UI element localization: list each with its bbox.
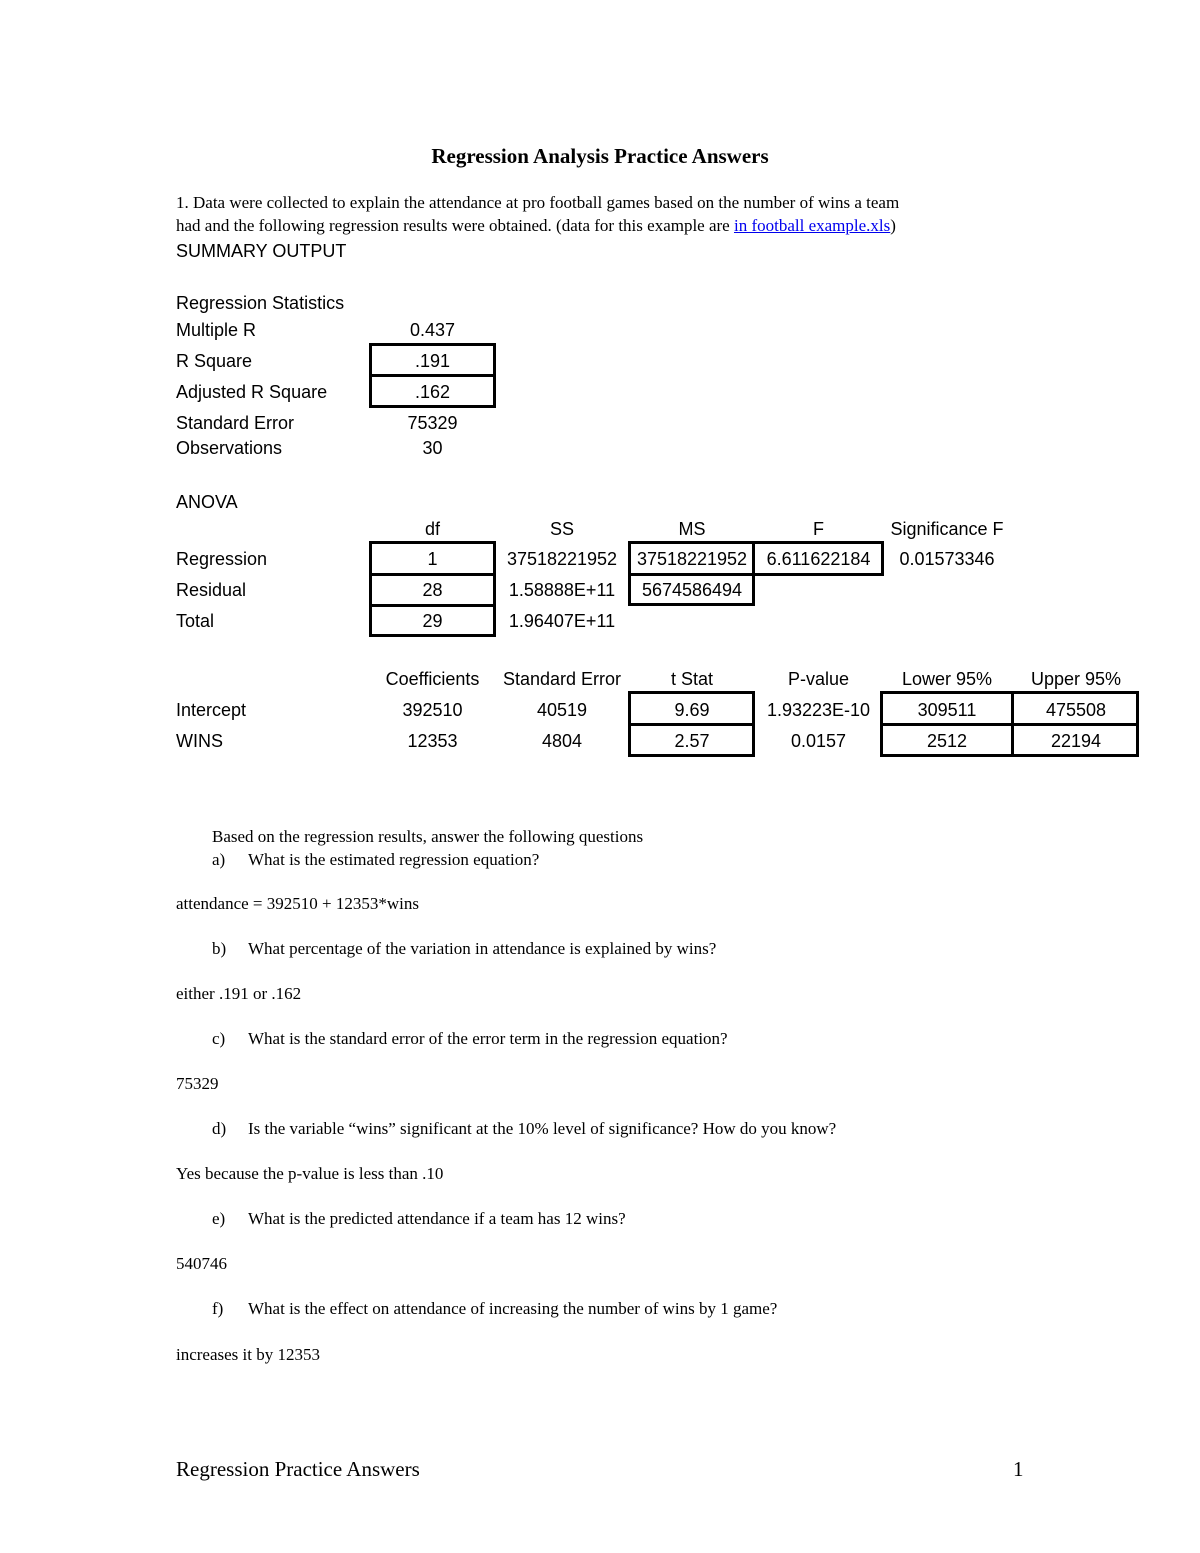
confidence-interval-row-divider <box>880 723 1139 726</box>
coef-col-lower-95: Lower 95% <box>901 669 993 689</box>
anova-total-df: 29 <box>422 611 443 631</box>
anova-row-label-residual: Residual <box>176 580 247 600</box>
anova-col-significance-f: Significance F <box>890 519 1004 539</box>
answer-e: 540746 <box>176 1254 227 1273</box>
wins-standard-error: 4804 <box>541 731 583 751</box>
intercept-standard-error: 40519 <box>536 700 588 720</box>
stat-value-observations: 30 <box>422 438 443 458</box>
question-b-text: What percentage of the variation in attendance is explained by wins? <box>248 939 717 958</box>
coef-row-label-intercept: Intercept <box>176 700 247 720</box>
intro-line-1: 1. Data were collected to explain the attendance at pro football games based on the number of wins a team <box>176 193 900 212</box>
page-number: 1 <box>1013 1457 1024 1481</box>
anova-col-ms: MS <box>678 519 706 539</box>
anova-residual-ss: 1.58888E+11 <box>508 580 616 600</box>
question-d-letter: d) <box>212 1119 227 1138</box>
intercept-p-value: 1.93223E-10 <box>766 700 871 720</box>
intercept-coefficient: 392510 <box>402 700 463 720</box>
intercept-lower-95: 309511 <box>917 700 977 720</box>
answer-a: attendance = 392510 + 12353*wins <box>176 894 419 913</box>
anova-col-ss: SS <box>549 519 574 539</box>
anova-regression-df: 1 <box>427 549 438 569</box>
coef-row-label-wins: WINS <box>176 731 223 751</box>
anova-regression-ms: 37518221952 <box>636 549 748 569</box>
stat-label-observations: Observations <box>176 438 283 458</box>
stat-label-multiple-r: Multiple R <box>176 320 257 340</box>
coef-col-upper-95: Upper 95% <box>1030 669 1122 689</box>
question-f-text: What is the effect on attendance of increasing the number of wins by 1 game? <box>248 1299 778 1318</box>
question-e-letter: e) <box>212 1209 226 1228</box>
regression-statistics-heading: Regression Statistics <box>176 293 345 313</box>
anova-ms-divider <box>628 573 755 576</box>
anova-residual-df: 28 <box>422 580 443 600</box>
wins-lower-95: 2512 <box>926 731 968 751</box>
footer-title: Regression Practice Answers <box>176 1457 420 1481</box>
coef-col-t-stat: t Stat <box>670 669 714 689</box>
stat-label-standard-error: Standard Error <box>176 413 295 433</box>
stat-label-r-square: R Square <box>176 351 253 371</box>
intro-line-2 <box>176 214 896 237</box>
anova-residual-ms: 5674586494 <box>641 580 743 600</box>
anova-total-ss: 1.96407E+11 <box>508 611 616 631</box>
wins-upper-95: 22194 <box>1050 731 1102 751</box>
anova-heading: ANOVA <box>176 492 238 512</box>
t-stat-divider <box>628 723 755 726</box>
anova-row-label-regression: Regression <box>176 549 268 569</box>
stat-value-r-square: .191 <box>414 351 451 371</box>
intercept-upper-95: 475508 <box>1045 700 1107 720</box>
wins-coefficient: 12353 <box>407 731 458 751</box>
intercept-t-stat: 9.69 <box>674 700 710 720</box>
question-c-letter: c) <box>212 1029 226 1048</box>
document-title: Regression Analysis Practice Answers <box>431 144 769 168</box>
answer-d: Yes because the p-value is less than .10 <box>176 1164 444 1183</box>
anova-regression-f: 6.611622184 <box>766 549 871 569</box>
anova-col-df: df <box>424 519 440 539</box>
stat-value-multiple-r: 0.437 <box>409 320 456 340</box>
answer-f: increases it by 12353 <box>176 1345 320 1364</box>
question-a-text: What is the estimated regression equation? <box>248 850 540 869</box>
question-f-letter: f) <box>212 1299 224 1318</box>
questions-intro: Based on the regression results, answer the following questions <box>212 827 644 846</box>
question-c-text: What is the standard error of the error term in the regression equation? <box>248 1029 728 1048</box>
summary-output-heading: SUMMARY OUTPUT <box>176 241 347 261</box>
anova-df-divider <box>369 604 496 607</box>
stat-value-standard-error: 75329 <box>407 413 458 433</box>
anova-regression-significance-f: 0.01573346 <box>899 549 995 569</box>
coef-col-standard-error: Standard Error <box>502 669 622 689</box>
anova-regression-ss: 37518221952 <box>506 549 618 569</box>
question-d-text: Is the variable “wins” significant at the 10% level of significance? How do you know? <box>248 1119 837 1138</box>
anova-df-divider <box>369 573 496 576</box>
coef-col-p-value: P-value <box>787 669 850 689</box>
answer-c: 75329 <box>176 1074 219 1093</box>
question-b-letter: b) <box>212 939 227 958</box>
wins-p-value: 0.0157 <box>790 731 847 751</box>
intro-line-2-end: ) <box>890 216 896 235</box>
answer-b: either .191 or .162 <box>176 984 302 1003</box>
question-a-letter: a) <box>212 850 226 869</box>
anova-col-f: F <box>813 519 824 539</box>
coef-col-coefficients: Coefficients <box>385 669 480 689</box>
football-example-link[interactable]: in football example.xls <box>733 216 891 235</box>
intro-line-2-text: had and the following regression results were obtained. (data for this example are <box>176 216 734 235</box>
anova-row-label-total: Total <box>176 611 215 631</box>
wins-t-stat: 2.57 <box>674 731 710 751</box>
stat-label-adjusted-r-square: Adjusted R Square <box>176 382 328 402</box>
stat-value-adjusted-r-square: .162 <box>414 382 451 402</box>
question-e-text: What is the predicted attendance if a team has 12 wins? <box>248 1209 626 1228</box>
